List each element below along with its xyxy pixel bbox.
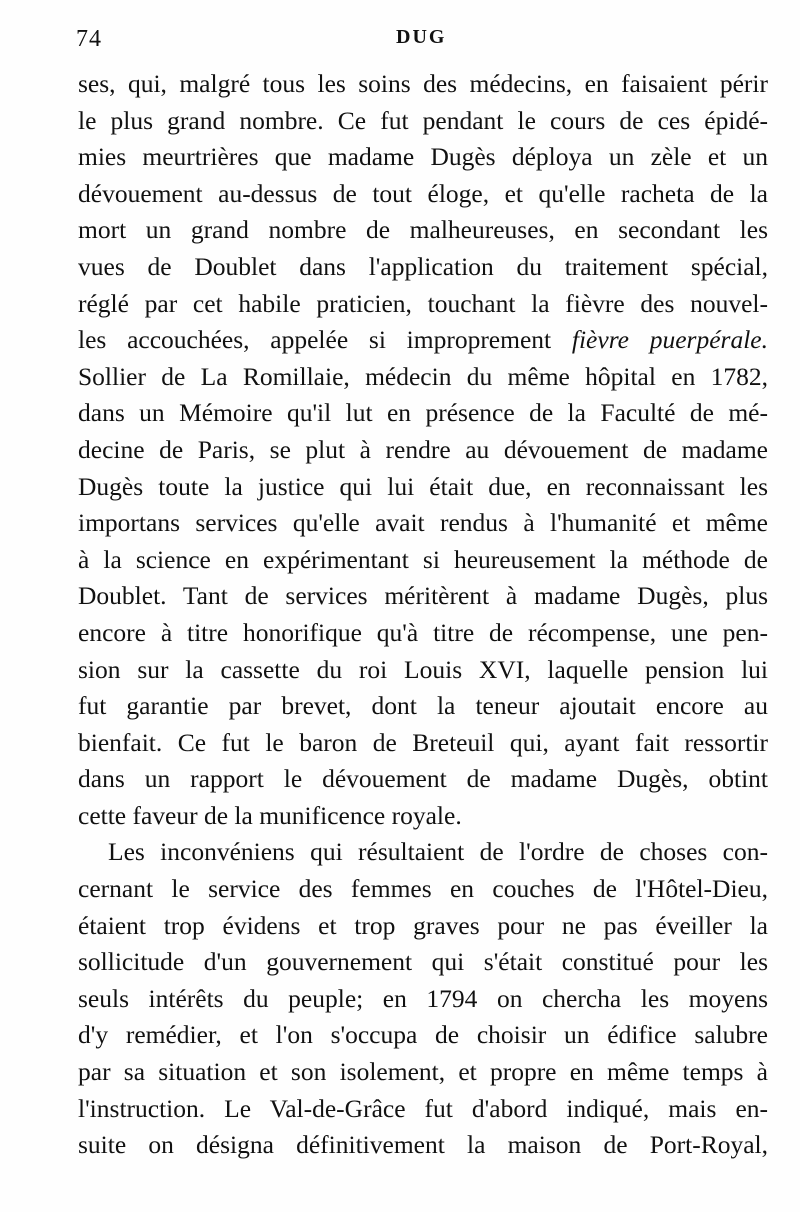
text-line: dans un Mémoire qu'il lut en présence de la Faculté de mé- — [78, 398, 768, 428]
text-line: d'y remédier, et l'on s'occupa de choisir un édifice salubre — [78, 1020, 768, 1050]
text-line: importans services qu'elle avait rendus à l'humanité et même — [78, 508, 768, 538]
text-line: seuls intérêts du peuple; en 1794 on chercha les moyens — [78, 983, 768, 1013]
text-line: cette faveur de la munificence royale. — [78, 800, 462, 830]
text-line: suite on désigna définitivement la maison de Port-Royal, — [78, 1130, 768, 1160]
text-line: mort un grand nombre de malheureuses, en secondant les — [78, 215, 768, 245]
text-line-paragraph-start: Les inconvéniens qui résultaient de l'ordre de choses con- — [108, 837, 768, 867]
text-line: vues de Doublet dans l'application du traitement spécial, — [78, 251, 768, 281]
text-line: étaient trop évidens et trop graves pour ne pas éveiller la — [78, 910, 768, 940]
text-line: le plus grand nombre. Ce fut pendant le cours de ces épidé- — [78, 105, 768, 135]
text-line: par sa situation et son isolement, et propre en même temps à — [78, 1057, 768, 1087]
page-number: 74 — [76, 26, 102, 52]
text-line: ses, qui, malgré tous les soins des médecins, en faisaient périr — [78, 69, 768, 98]
text-line: sollicitude d'un gouvernement qui s'était constitué pour les — [78, 947, 768, 977]
text-line: bienfait. Ce fut le baron de Breteuil qui, ayant fait ressortir — [78, 727, 768, 757]
running-head: DUG — [396, 26, 447, 48]
italic-term: fièvre puerpérale. — [571, 325, 769, 355]
text-line: Doublet. Tant de services méritèrent à madame Dugès, plus — [78, 581, 768, 611]
page-header — [76, 26, 766, 56]
text-line: l'instruction. Le Val-de-Grâce fut d'abord indiqué, mais en- — [78, 1093, 768, 1123]
text-line: encore à titre honorifique qu'à titre de récompense, une pen- — [78, 617, 768, 647]
text-line: fut garantie par brevet, dont la teneur ajoutait encore au — [78, 691, 768, 721]
text-line: decine de Paris, se plut à rendre au dévouement de madame — [78, 434, 768, 464]
text-line: cernant le service des femmes en couches de l'Hôtel-Dieu, — [78, 874, 768, 904]
text-line: Dugès toute la justice qui lui était due, en reconnaissant les — [78, 471, 768, 501]
text-line: à la science en expérimentant si heureusement la méthode de — [78, 544, 768, 574]
text-line: dans un rapport le dévouement de madame Dugès, obtint — [78, 764, 768, 794]
text-line-segment: les accouchées, appelée si improprement — [78, 325, 552, 355]
body-text — [78, 66, 768, 1164]
text-line-with-italic — [78, 322, 768, 359]
text-line: réglé par cet habile praticien, touchant la fièvre des nouvel- — [78, 288, 768, 318]
text-line: dévouement au-dessus de tout éloge, et qu'elle racheta de la — [78, 178, 768, 208]
text-line: mies meurtrières que madame Dugès déploya un zèle et un — [78, 142, 768, 172]
text-line: Sollier de La Romillaie, médecin du même hôpital en 1782, — [78, 361, 768, 391]
text-line: sion sur la cassette du roi Louis XVI, laquelle pension lui — [78, 654, 768, 684]
